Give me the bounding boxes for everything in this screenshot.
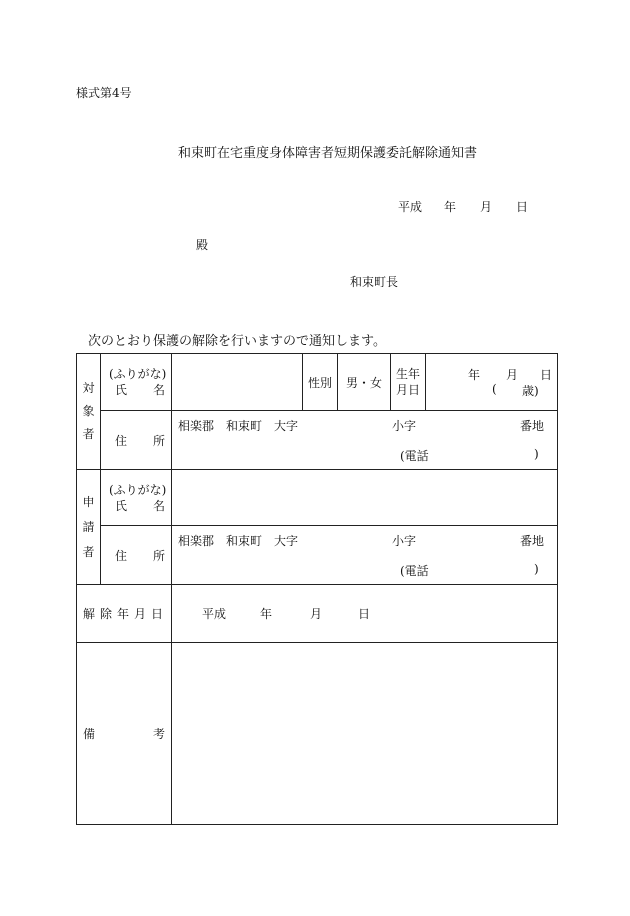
applicant-address-row <box>77 526 558 585</box>
release-date-label: 解 除 年 月 日 <box>77 585 172 643</box>
subject-label: 対 象 者 <box>77 354 101 470</box>
remarks-row <box>77 643 558 825</box>
applicant-label: 申 請 者 <box>77 470 101 585</box>
subject-address-row <box>77 411 558 470</box>
subject-name-field[interactable] <box>172 354 303 411</box>
remarks-field[interactable] <box>172 643 558 825</box>
date-month: 月 <box>480 200 493 214</box>
applicant-name-row <box>77 470 558 526</box>
subject-name-label: (ふりがな) 氏 名 <box>101 354 172 411</box>
subject-address-field[interactable]: 相楽郡 和束町 大字 小字 番地 (電話 ) <box>172 411 558 470</box>
release-date-field[interactable]: 平成 年 月 日 <box>172 585 558 643</box>
issuer: 和束町長 <box>350 275 399 289</box>
addressee-suffix: 殿 <box>196 238 209 252</box>
applicant-address-field[interactable]: 相楽郡 和束町 大字 小字 番地 (電話 ) <box>172 526 558 585</box>
remarks-label: 備 考 <box>77 643 172 825</box>
date-day: 日 <box>516 200 529 214</box>
subject-name-row <box>77 354 558 411</box>
sex-label: 性別 <box>303 354 338 411</box>
notice-form-table <box>76 353 558 825</box>
sex-options[interactable]: 男・女 <box>338 354 391 411</box>
applicant-name-field[interactable] <box>172 470 558 526</box>
date-era: 平成 <box>398 200 423 214</box>
release-date-row <box>77 585 558 643</box>
birthdate-field[interactable]: 年 月 日 ( 歳) <box>426 354 558 411</box>
document-title: 和束町在宅重度身体障害者短期保護委託解除通知書 <box>178 146 478 161</box>
applicant-address-label: 住 所 <box>101 526 172 585</box>
subject-address-label: 住 所 <box>101 411 172 470</box>
intro-text: 次のとおり保護の解除を行いますので通知します。 <box>88 334 386 349</box>
birthdate-label: 生年 月日 <box>391 354 426 411</box>
form-number: 様式第4号 <box>76 86 132 100</box>
date-year: 年 <box>444 200 457 214</box>
applicant-name-label: (ふりがな) 氏 名 <box>101 470 172 526</box>
